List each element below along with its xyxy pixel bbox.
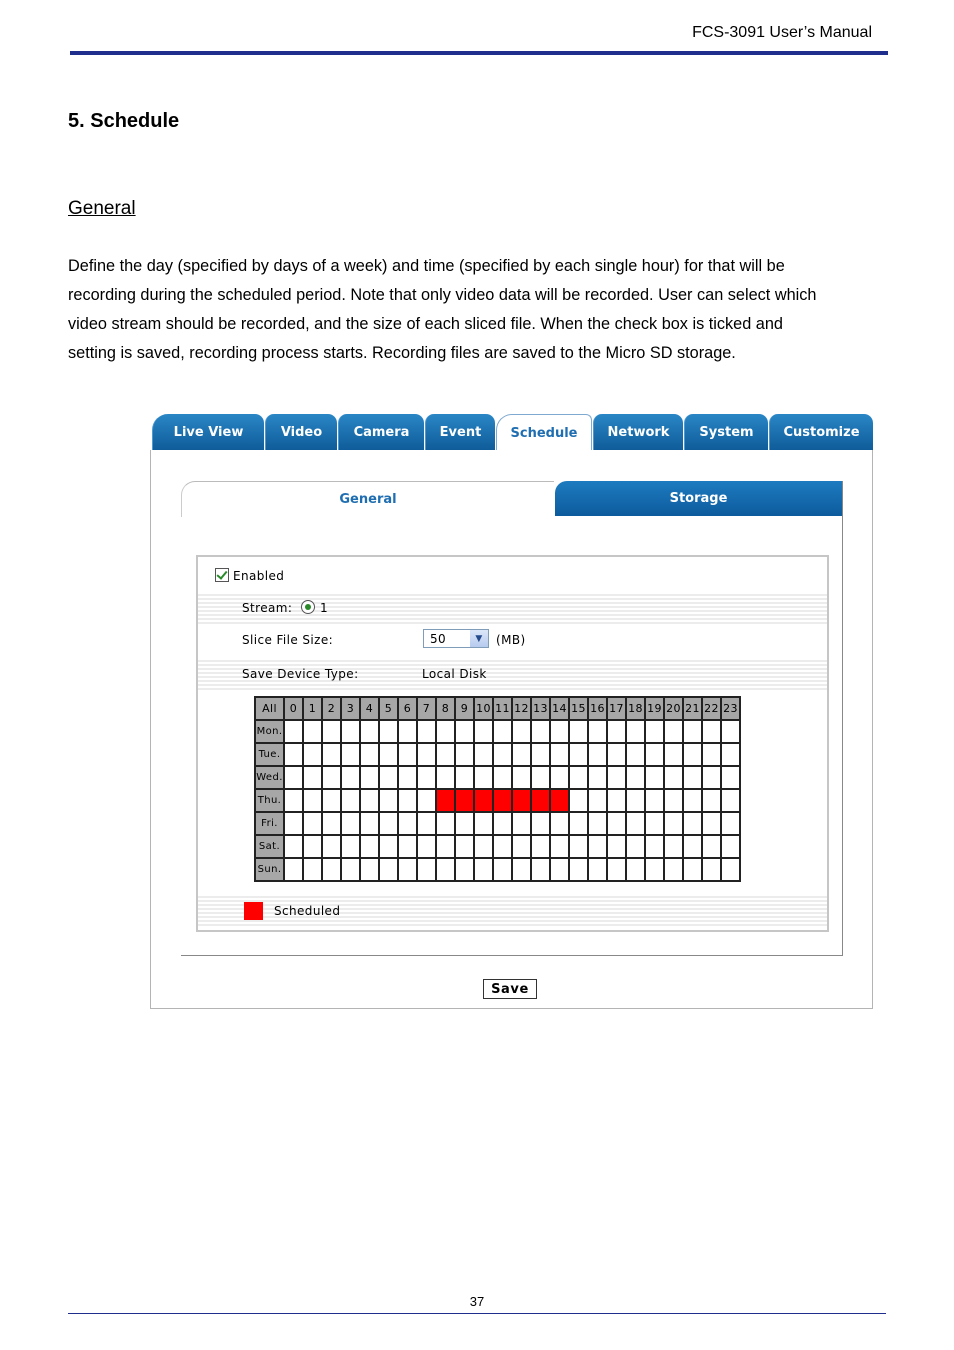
stream-value: 1 [320,601,329,615]
main-tab-bar [150,414,873,452]
schedule-cell[interactable] [417,812,436,835]
schedule-cell[interactable] [379,789,398,812]
schedule-cell[interactable] [569,812,588,835]
schedule-cell[interactable] [341,766,360,789]
subsection-title: General [68,198,136,219]
schedule-cell[interactable] [284,743,303,766]
schedule-cell[interactable] [531,743,550,766]
schedule-cell[interactable] [436,789,455,812]
schedule-cell[interactable] [322,743,341,766]
schedule-cell[interactable] [303,743,322,766]
scheduled-legend-swatch [244,902,263,920]
hour-header-14[interactable]: 14 [550,697,569,720]
schedule-cell[interactable] [645,835,664,858]
schedule-cell[interactable] [493,743,512,766]
schedule-cell[interactable] [588,789,607,812]
schedule-cell[interactable] [398,858,417,881]
device-type-value: Local Disk [422,667,487,681]
schedule-cell[interactable] [303,720,322,743]
schedule-cell[interactable] [303,812,322,835]
scheduled-legend-label: Scheduled [274,904,341,918]
hour-header-3[interactable]: 3 [341,697,360,720]
schedule-cell[interactable] [360,766,379,789]
schedule-cell[interactable] [550,835,569,858]
tab-system[interactable]: System [684,414,768,450]
schedule-cell[interactable] [721,720,740,743]
enabled-row [198,559,827,591]
schedule-cell[interactable] [341,720,360,743]
day-header-thu[interactable]: Thu. [255,789,284,812]
schedule-cell[interactable] [360,835,379,858]
schedule-cell[interactable] [436,812,455,835]
schedule-cell[interactable] [455,743,474,766]
chevron-down-icon[interactable]: ▼ [470,630,488,647]
hour-header-17[interactable]: 17 [607,697,626,720]
schedule-cell[interactable] [379,812,398,835]
schedule-cell[interactable] [531,720,550,743]
slice-size-select[interactable] [423,629,489,648]
hour-header-0[interactable]: 0 [284,697,303,720]
schedule-cell[interactable] [626,812,645,835]
schedule-cell[interactable] [569,835,588,858]
subtab-general[interactable]: General [181,481,554,517]
paragraph-line: recording during the scheduled period. Note that only video data will be recorded. User can select which [68,286,817,304]
schedule-cell[interactable] [683,766,702,789]
schedule-cell[interactable] [683,720,702,743]
hour-header-22[interactable]: 22 [702,697,721,720]
schedule-cell[interactable] [284,789,303,812]
select-all-cell[interactable]: All [255,697,284,720]
schedule-cell[interactable] [493,835,512,858]
schedule-cell[interactable] [512,858,531,881]
schedule-cell[interactable] [626,766,645,789]
schedule-cell[interactable] [626,858,645,881]
schedule-cell[interactable] [303,858,322,881]
tab-video[interactable]: Video [265,414,337,450]
schedule-cell[interactable] [436,766,455,789]
header-rule [70,51,888,55]
schedule-cell[interactable] [531,812,550,835]
schedule-cell[interactable] [683,812,702,835]
schedule-cell[interactable] [702,812,721,835]
schedule-cell[interactable] [721,789,740,812]
schedule-cell[interactable] [683,858,702,881]
hour-header-11[interactable]: 11 [493,697,512,720]
schedule-cell[interactable] [588,743,607,766]
day-header-mon[interactable]: Mon. [255,720,284,743]
day-row [255,743,740,766]
schedule-cell[interactable] [436,858,455,881]
tab-event[interactable]: Event [425,414,495,450]
schedule-cell[interactable] [550,858,569,881]
hour-header-23[interactable]: 23 [721,697,740,720]
schedule-cell[interactable] [379,720,398,743]
schedule-cell[interactable] [607,743,626,766]
stream-radio[interactable] [301,600,315,614]
schedule-subpanel [181,481,843,956]
day-header-sat[interactable]: Sat. [255,835,284,858]
schedule-cell[interactable] [721,858,740,881]
schedule-cell[interactable] [569,766,588,789]
hour-header-10[interactable]: 10 [474,697,493,720]
device-type-row [198,658,827,690]
schedule-cell[interactable] [702,720,721,743]
schedule-cell[interactable] [455,766,474,789]
schedule-cell[interactable] [493,789,512,812]
schedule-cell[interactable] [702,858,721,881]
hour-header-9[interactable]: 9 [455,697,474,720]
schedule-cell[interactable] [474,789,493,812]
enabled-label: Enabled [233,569,285,583]
schedule-cell[interactable] [512,720,531,743]
schedule-cell[interactable] [341,743,360,766]
schedule-cell[interactable] [512,789,531,812]
schedule-cell[interactable] [664,720,683,743]
schedule-cell[interactable] [588,835,607,858]
schedule-cell[interactable] [702,789,721,812]
hour-header-20[interactable]: 20 [664,697,683,720]
schedule-cell[interactable] [493,766,512,789]
schedule-cell[interactable] [474,766,493,789]
grid-header-row [255,697,740,720]
schedule-cell[interactable] [417,766,436,789]
schedule-settings-box [196,555,829,932]
hour-header-13[interactable]: 13 [531,697,550,720]
schedule-cell[interactable] [588,812,607,835]
schedule-cell[interactable] [683,835,702,858]
schedule-cell[interactable] [417,720,436,743]
schedule-cell[interactable] [322,766,341,789]
day-row [255,858,740,881]
schedule-cell[interactable] [721,766,740,789]
schedule-cell[interactable] [550,743,569,766]
schedule-cell[interactable] [569,858,588,881]
schedule-cell[interactable] [645,858,664,881]
day-header-sun[interactable]: Sun. [255,858,284,881]
manual-title: FCS-3091 User’s Manual [692,24,872,41]
schedule-cell[interactable] [569,789,588,812]
schedule-cell[interactable] [512,766,531,789]
schedule-cell[interactable] [284,812,303,835]
schedule-cell[interactable] [474,720,493,743]
paragraph-line: video stream should be recorded, and the size of each sliced file. When the check box is ticked and [68,315,783,333]
paragraph-line: setting is saved, recording process starts. Recording files are saved to the Micro SD storage. [68,344,736,362]
stream-row [198,592,827,624]
slice-size-value: 50 [430,632,447,646]
schedule-cell[interactable] [493,858,512,881]
schedule-cell[interactable] [721,835,740,858]
hour-header-19[interactable]: 19 [645,697,664,720]
hour-header-12[interactable]: 12 [512,697,531,720]
schedule-cell[interactable] [664,858,683,881]
schedule-cell[interactable] [322,789,341,812]
schedule-grid [254,696,741,882]
tab-live-view[interactable]: Live View [152,414,264,450]
schedule-cell[interactable] [531,858,550,881]
schedule-cell[interactable] [398,766,417,789]
schedule-screenshot [150,414,873,1009]
schedule-cell[interactable] [455,789,474,812]
schedule-cell[interactable] [626,789,645,812]
schedule-cell[interactable] [531,835,550,858]
schedule-cell[interactable] [455,835,474,858]
footer-rule [68,1313,886,1314]
schedule-cell[interactable] [493,812,512,835]
schedule-cell[interactable] [474,835,493,858]
hour-header-18[interactable]: 18 [626,697,645,720]
schedule-cell[interactable] [322,858,341,881]
schedule-cell[interactable] [398,835,417,858]
schedule-cell[interactable] [645,766,664,789]
hour-header-4[interactable]: 4 [360,697,379,720]
tab-schedule[interactable]: Schedule [496,414,592,452]
day-header-wed[interactable]: Wed. [255,766,284,789]
tab-camera[interactable]: Camera [338,414,424,450]
schedule-cell[interactable] [626,743,645,766]
schedule-cell[interactable] [702,835,721,858]
enabled-checkbox[interactable] [215,568,229,582]
schedule-cell[interactable] [645,812,664,835]
schedule-cell[interactable] [398,812,417,835]
schedule-cell[interactable] [512,835,531,858]
slice-size-unit: (MB) [496,633,526,647]
schedule-cell[interactable] [360,743,379,766]
save-button[interactable]: Save [483,979,537,999]
day-row [255,766,740,789]
schedule-cell[interactable] [607,858,626,881]
schedule-cell[interactable] [341,835,360,858]
schedule-cell[interactable] [284,720,303,743]
schedule-cell[interactable] [550,766,569,789]
schedule-cell[interactable] [645,789,664,812]
day-header-fri[interactable]: Fri. [255,812,284,835]
schedule-cell[interactable] [360,858,379,881]
schedule-cell[interactable] [512,812,531,835]
schedule-cell[interactable] [455,858,474,881]
schedule-cell[interactable] [607,720,626,743]
schedule-cell[interactable] [322,835,341,858]
hour-header-8[interactable]: 8 [436,697,455,720]
schedule-cell[interactable] [417,858,436,881]
legend-row [198,894,827,926]
schedule-cell[interactable] [664,743,683,766]
schedule-cell[interactable] [379,835,398,858]
schedule-cell[interactable] [379,743,398,766]
hour-header-21[interactable]: 21 [683,697,702,720]
hour-header-5[interactable]: 5 [379,697,398,720]
hour-header-6[interactable]: 6 [398,697,417,720]
schedule-cell[interactable] [341,858,360,881]
schedule-cell[interactable] [455,720,474,743]
schedule-cell[interactable] [284,835,303,858]
schedule-cell[interactable] [702,766,721,789]
tab-network[interactable]: Network [593,414,683,450]
schedule-cell[interactable] [626,835,645,858]
schedule-cell[interactable] [550,789,569,812]
schedule-cell[interactable] [569,720,588,743]
description-paragraph [68,252,898,368]
paragraph-line: Define the day (specified by days of a week) and time (specified by each single hour) for that will be [68,257,785,275]
schedule-cell[interactable] [664,812,683,835]
schedule-cell[interactable] [436,835,455,858]
schedule-cell[interactable] [588,720,607,743]
schedule-cell[interactable] [417,789,436,812]
schedule-cell[interactable] [474,812,493,835]
schedule-cell[interactable] [341,812,360,835]
device-type-label: Save Device Type: [242,667,359,681]
section-title: 5. Schedule [68,110,180,132]
schedule-cell[interactable] [664,789,683,812]
schedule-cell[interactable] [531,789,550,812]
schedule-cell[interactable] [721,812,740,835]
schedule-cell[interactable] [550,812,569,835]
page-number: 37 [469,1294,485,1309]
schedule-cell[interactable] [379,766,398,789]
hour-header-2[interactable]: 2 [322,697,341,720]
day-row [255,835,740,858]
schedule-cell[interactable] [588,766,607,789]
slice-size-row [198,624,827,656]
schedule-cell[interactable] [683,743,702,766]
schedule-cell[interactable] [664,835,683,858]
day-row [255,789,740,812]
schedule-cell[interactable] [417,835,436,858]
schedule-cell[interactable] [322,720,341,743]
schedule-cell[interactable] [493,720,512,743]
schedule-cell[interactable] [360,812,379,835]
schedule-cell[interactable] [398,789,417,812]
subtab-storage[interactable]: Storage [555,481,842,516]
schedule-cell[interactable] [379,858,398,881]
schedule-cell[interactable] [436,743,455,766]
schedule-cell[interactable] [284,766,303,789]
schedule-cell[interactable] [284,858,303,881]
schedule-cell[interactable] [322,812,341,835]
schedule-cell[interactable] [341,789,360,812]
hour-header-7[interactable]: 7 [417,697,436,720]
schedule-cell[interactable] [721,743,740,766]
schedule-cell[interactable] [626,720,645,743]
schedule-cell[interactable] [531,766,550,789]
schedule-cell[interactable] [474,743,493,766]
schedule-cell[interactable] [474,858,493,881]
schedule-cell[interactable] [702,743,721,766]
schedule-cell[interactable] [303,789,322,812]
schedule-cell[interactable] [303,766,322,789]
slice-size-label: Slice File Size: [242,633,334,647]
hour-header-1[interactable]: 1 [303,697,322,720]
schedule-cell[interactable] [645,743,664,766]
hour-header-15[interactable]: 15 [569,697,588,720]
stream-label: Stream: [242,601,293,615]
schedule-cell[interactable] [360,720,379,743]
schedule-cell[interactable] [607,766,626,789]
schedule-cell[interactable] [607,812,626,835]
schedule-cell[interactable] [550,720,569,743]
schedule-cell[interactable] [588,858,607,881]
schedule-cell[interactable] [607,835,626,858]
tab-customize[interactable]: Customize [769,414,873,450]
day-header-tue[interactable]: Tue. [255,743,284,766]
schedule-cell[interactable] [455,812,474,835]
day-row [255,812,740,835]
schedule-cell[interactable] [360,789,379,812]
schedule-cell[interactable] [683,789,702,812]
schedule-cell[interactable] [417,743,436,766]
day-row [255,720,740,743]
schedule-cell[interactable] [398,743,417,766]
schedule-cell[interactable] [664,766,683,789]
schedule-cell[interactable] [398,720,417,743]
schedule-cell[interactable] [303,835,322,858]
schedule-cell[interactable] [436,720,455,743]
schedule-cell[interactable] [512,743,531,766]
schedule-cell[interactable] [569,743,588,766]
hour-header-16[interactable]: 16 [588,697,607,720]
schedule-cell[interactable] [645,720,664,743]
schedule-cell[interactable] [607,789,626,812]
